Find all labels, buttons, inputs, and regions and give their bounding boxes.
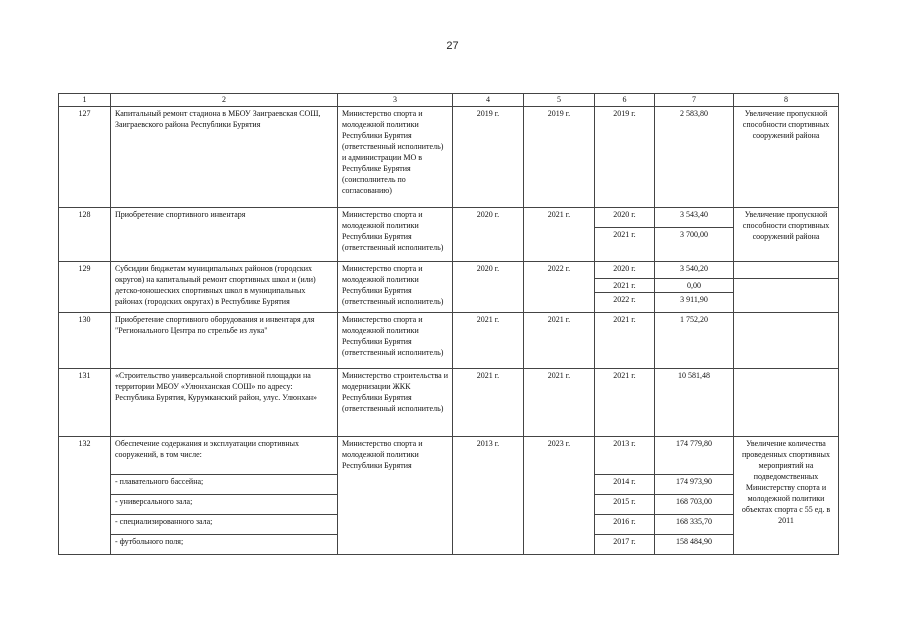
executor: Министерство спорта и молодежной политики Республики Бурятия (ответственный исполнитель) и администрации МО в Республике Бурятия (соисполнитель по согласованию) [338, 107, 453, 208]
finance-amount: 174 779,80 [655, 437, 734, 475]
expected-result [734, 313, 839, 369]
start-year: 2021 г. [453, 369, 524, 437]
end-year: 2021 г. [524, 369, 595, 437]
expected-result [734, 279, 839, 313]
row-number: 130 [59, 313, 111, 369]
header-cell: 2 [111, 94, 338, 107]
finance-amount: 168 703,00 [655, 495, 734, 515]
finance-amount: 158 484,90 [655, 535, 734, 555]
end-year: 2022 г. [524, 262, 595, 313]
executor: Министерство спорта и молодежной политики Республики Бурятия (ответственный исполнитель) [338, 208, 453, 262]
finance-year: 2015 г. [595, 495, 655, 515]
page-number: 27 [446, 40, 459, 52]
finance-year: 2021 г. [595, 369, 655, 437]
end-year: 2023 г. [524, 437, 595, 555]
sub-item-name: - специализированного зала; [111, 515, 338, 535]
program-table [58, 93, 839, 555]
finance-amount: 3 543,40 [655, 208, 734, 228]
table-row [59, 208, 839, 228]
header-cell: 6 [595, 94, 655, 107]
measure-name: Обеспечение содержания и эксплуатации спортивных сооружений, в том числе: [111, 437, 338, 475]
finance-amount: 10 581,48 [655, 369, 734, 437]
finance-year: 2020 г. [595, 208, 655, 228]
table-row [59, 437, 839, 475]
sub-item-name: - футбольного поля; [111, 535, 338, 555]
expected-result: Увеличение пропускной способности спортивных сооружений района [734, 208, 839, 262]
finance-year: 2021 г. [595, 313, 655, 369]
sub-item-name: - универсального зала; [111, 495, 338, 515]
finance-year: 2020 г. [595, 262, 655, 279]
header-cell: 4 [453, 94, 524, 107]
sub-item-name: - плавательного бассейна; [111, 475, 338, 495]
end-year: 2019 г. [524, 107, 595, 208]
measure-name: Капитальный ремонт стадиона в МБОУ Заиграевская СОШ, Заиграевского района Республики Бурятия [111, 107, 338, 208]
executor: Министерство спорта и молодежной политики Республики Бурятия [338, 437, 453, 555]
table-row [59, 262, 839, 279]
expected-result [734, 369, 839, 437]
finance-amount: 2 583,80 [655, 107, 734, 208]
finance-amount: 3 911,90 [655, 293, 734, 313]
finance-year: 2022 г. [595, 293, 655, 313]
expected-result: Увеличение пропускной способности спортивных сооружений района [734, 107, 839, 208]
finance-year: 2021 г. [595, 279, 655, 293]
start-year: 2021 г. [453, 313, 524, 369]
start-year: 2020 г. [453, 262, 524, 313]
finance-amount: 3 540,20 [655, 262, 734, 279]
finance-year: 2019 г. [595, 107, 655, 208]
header-row [59, 94, 839, 107]
finance-amount: 3 700,00 [655, 228, 734, 262]
end-year: 2021 г. [524, 208, 595, 262]
header-cell: 7 [655, 94, 734, 107]
header-cell: 5 [524, 94, 595, 107]
finance-year: 2014 г. [595, 475, 655, 495]
finance-amount: 168 335,70 [655, 515, 734, 535]
finance-amount: 1 752,20 [655, 313, 734, 369]
table-row [59, 369, 839, 437]
header-cell: 3 [338, 94, 453, 107]
row-number: 132 [59, 437, 111, 555]
executor: Министерство спорта и молодежной политики Республики Бурятия (ответственный исполнитель) [338, 313, 453, 369]
measure-name: «Строительство универсальной спортивной площадки на территории МБОУ «Улюнханская СОШ» по адресу: Республика Бурятия, Курумканский район, улус. Улюнхан» [111, 369, 338, 437]
start-year: 2019 г. [453, 107, 524, 208]
finance-year: 2017 г. [595, 535, 655, 555]
expected-result [734, 262, 839, 279]
finance-year: 2021 г. [595, 228, 655, 262]
measure-name: Субсидии бюджетам муниципальных районов (городских округов) на капитальный ремонт спортивных школ и (или) детско-юношеских спортивных школ в муниципальных районах (городских округах) в Республике Бурятия [111, 262, 338, 313]
measure-name: Приобретение спортивного инвентаря [111, 208, 338, 262]
executor: Министерство строительства и модернизации ЖКК Республики Бурятия (ответственный исполнитель) [338, 369, 453, 437]
executor: Министерство спорта и молодежной политики Республики Бурятия (ответственный исполнитель) [338, 262, 453, 313]
finance-year: 2016 г. [595, 515, 655, 535]
start-year: 2013 г. [453, 437, 524, 555]
header-cell: 1 [59, 94, 111, 107]
finance-amount: 174 973,90 [655, 475, 734, 495]
finance-year: 2013 г. [595, 437, 655, 475]
header-cell: 8 [734, 94, 839, 107]
row-number: 127 [59, 107, 111, 208]
row-number: 131 [59, 369, 111, 437]
table-row [59, 107, 839, 208]
start-year: 2020 г. [453, 208, 524, 262]
expected-result: Увеличение количества проведенных спортивных мероприятий на подведомственных Министерству спорта и молодежной политики объектах спорта с 55 ед. в 2011 [734, 437, 839, 555]
measure-name: Приобретение спортивного оборудования и инвентаря для "Регионального Центра по стрельбе из лука" [111, 313, 338, 369]
table-row [59, 313, 839, 369]
end-year: 2021 г. [524, 313, 595, 369]
row-number: 128 [59, 208, 111, 262]
finance-amount: 0,00 [655, 279, 734, 293]
row-number: 129 [59, 262, 111, 313]
